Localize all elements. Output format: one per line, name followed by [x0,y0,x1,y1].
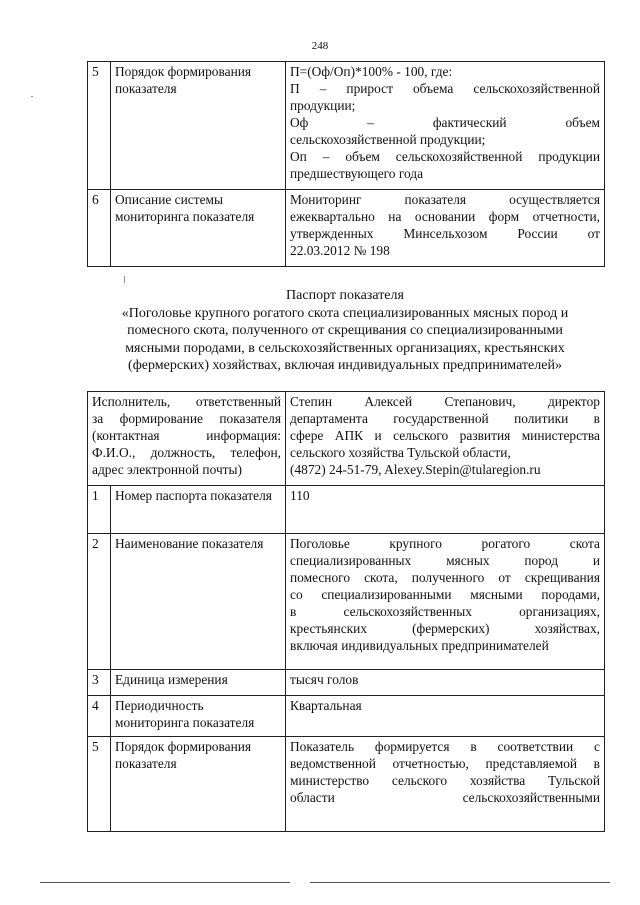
row-label: Номер паспорта показателя [111,486,286,534]
row-value [286,190,605,267]
passport-row [88,486,605,534]
cell-text-line: предшествующего года [290,166,424,181]
cell-text-line: адрес электронной почты) [92,462,242,477]
passport-row [88,696,605,737]
row-value [286,486,605,534]
cell-text-line: сельскохозяйственной продукции; [290,132,486,147]
row-number: 1 [88,486,111,534]
cell-text-line: Оп – объем сельскохозяйственной продукции [290,149,600,164]
row-label: Наименование показателя [111,534,286,670]
cell-text-line: включая индивидуальных предпринимателей [290,638,549,653]
cell-text-line: (контактная информация: [92,428,281,443]
footer-rule [40,882,290,883]
cell-text-line: сфере АПК и сельского развития министерства [290,428,600,443]
cell-text-line: Показатель формируется в соответствии с [290,739,600,754]
cell-text-line: продукции; [290,98,356,113]
row-label: Единица измерения [111,670,286,696]
passport-row [88,737,605,832]
cell-text-line: (4872) 24-51-79, Alexey.Stepin@tularegion.ru [290,462,541,477]
cell-text-line: со специализированными мясными породами, [290,587,600,602]
cell-text-line: Оф – фактический объем [290,115,600,130]
row-label: Порядок формирования показателя [111,62,286,190]
cell-text-line: ведомственной отчетностью, представляемой в [290,756,600,771]
row-number: 3 [88,670,111,696]
passport-title-line: мясными породами, в сельскохозяйственных организациях, крестьянских [125,340,565,356]
row-number: 4 [88,696,111,737]
row-number: 5 [88,62,111,190]
indicator-passport-table [87,391,605,832]
cell-text-line: министерство сельского хозяйства Тульской [290,773,600,788]
cell-text-line: за формирование показателя [92,411,281,426]
cell-text-line: крестьянских (фермерских) хозяйствах, [290,621,600,636]
cell-text-line: утвержденных Минсельхозом России от [290,226,600,241]
cell-text-line: специализированных мясных пород и [290,553,600,568]
cell-text-line: Квартальная [290,698,362,713]
row-value [286,62,605,190]
footer-rule [310,882,610,883]
executor-value [286,392,605,486]
scan-mark [124,276,125,283]
passport-heading: Паспорт показателя [286,288,404,303]
cell-text-line: П – прирост объема сельскохозяйственной [290,81,600,96]
cell-text-line: помесного скота, полученного от скрещивания [290,570,600,585]
cell-text-line: Мониторинг показателя осуществляется [290,192,600,207]
passport-row [88,670,605,696]
executor-row [88,392,605,486]
passport-title-line: (фермерских) хозяйствах, включая индивидуальных предпринимателей» [128,358,562,373]
row-number: 6 [88,190,111,267]
cell-text-line: 110 [290,488,310,503]
row-label: Порядок формирования показателя [111,737,286,832]
indicator-row [88,62,605,190]
row-number: 2 [88,534,111,670]
cell-text-line: П=(Оф/Оп)*100% - 100, где: [290,64,453,79]
indicator-table-continued [87,61,605,267]
row-value [286,737,605,832]
cell-text-line: 22.03.2012 № 198 [290,243,390,258]
scan-mark [31,96,33,97]
passport-title-line: помесного скота, полученного от скрещивания со специализированными [127,323,563,338]
passport-row [88,534,605,670]
cell-text-line: департамента государственной политики в [290,411,600,426]
cell-text-line: ежеквартально на основании форм отчетности, [290,209,600,224]
cell-text-line: сельского хозяйства Тульской области, [290,445,511,460]
page-number: 248 [311,40,329,52]
row-label: Описание системы мониторинга показателя [111,190,286,267]
executor-label [88,392,286,486]
passport-title-block [70,287,620,375]
cell-text-line: Поголовье крупного рогатого скота [290,536,600,551]
row-value [286,534,605,670]
cell-text-line: области сельскохозяйственными [290,790,600,805]
row-label: Периодичность мониторинга показателя [111,696,286,737]
indicator-row [88,190,605,267]
passport-title-line: «Поголовье крупного рогатого скота специализированных мясных пород и [121,305,569,321]
cell-text-line: тысяч голов [290,672,359,687]
cell-text-line: Исполнитель, ответственный [92,394,281,409]
row-value [286,670,605,696]
cell-text-line: Ф.И.О., должность, телефон, [92,445,281,460]
cell-text-line: Степин Алексей Степанович, директор [290,394,600,409]
row-number: 5 [88,737,111,832]
row-value [286,696,605,737]
cell-text-line: в сельскохозяйственных организациях, [290,604,600,619]
